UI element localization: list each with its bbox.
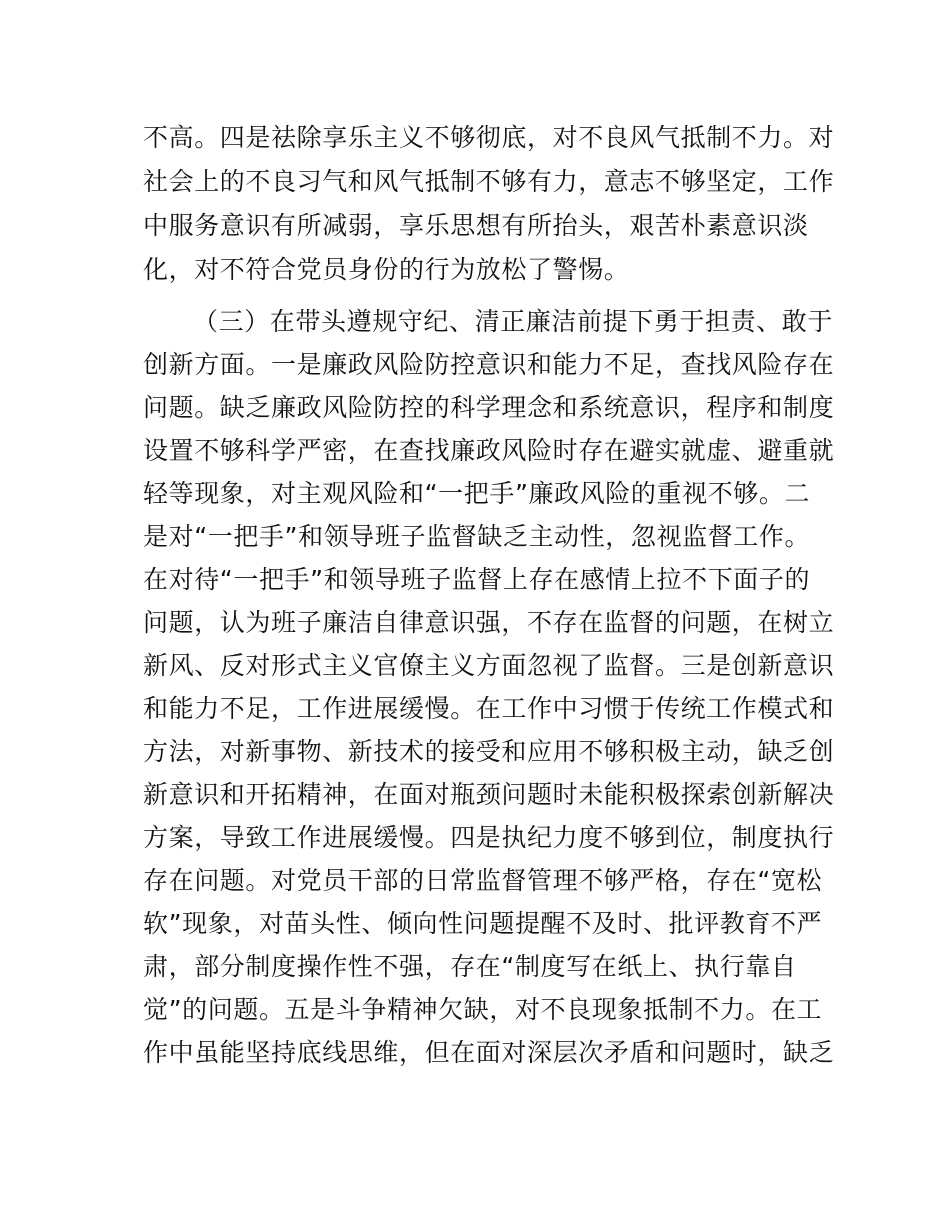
text-line: 软”现象，对苗头性、倾向性问题提醒不及时、批评教育不严	[143, 909, 823, 938]
text-line: 设置不够科学严密，在查找廉政风险时存在避实就虚、避重就	[143, 436, 835, 465]
text-line: 觉”的问题。五是斗争精神欠缺，对不良现象抵制不力。在工	[143, 995, 823, 1024]
text-line: 方法，对新事物、新技术的接受和应用不够积极主动，缺乏创	[143, 737, 835, 766]
text-line: 方案，导致工作进展缓慢。四是执纪力度不够到位，制度执行	[143, 823, 835, 852]
text-line: 存在问题。对党员干部的日常监督管理不够严格，存在“宽松	[143, 866, 823, 895]
text-line: 化，对不符合党员身份的行为放松了警惕。	[143, 255, 630, 284]
text-line: 问题，认为班子廉洁自律意识强，不存在监督的问题，在树立	[143, 608, 835, 637]
text-line: 肃，部分制度操作性不强，存在“制度写在纸上、执行靠自	[143, 952, 797, 981]
text-line: 是对“一把手”和领导班子监督缺乏主动性，忽视监督工作。	[143, 522, 811, 551]
text-line: 社会上的不良习气和风气抵制不够有力，意志不够坚定，工作	[143, 167, 835, 196]
text-line: 问题。缺乏廉政风险防控的科学理念和系统意识，程序和制度	[143, 393, 835, 422]
text-line: 中服务意识有所减弱，享乐思想有所抬头，艰苦朴素意识淡	[143, 211, 809, 240]
text-line: 轻等现象，对主观风险和“一把手”廉政风险的重视不够。二	[143, 479, 811, 508]
text-line: 创新方面。一是廉政风险防控意识和能力不足，查找风险存在	[143, 350, 835, 379]
text-line: 在对待“一把手”和领导班子监督上存在感情上拉不下面子的	[143, 565, 811, 594]
text-line: 作中虽能坚持底线思维，但在面对深层次矛盾和问题时，缺乏	[143, 1038, 835, 1067]
text-line: 新意识和开拓精神，在面对瓶颈问题时未能积极探索创新解决	[143, 780, 835, 809]
text-line: 新风、反对形式主义官僚主义方面忽视了监督。三是创新意识	[143, 651, 835, 680]
section-heading-line: （三）在带头遵规守纪、清正廉洁前提下勇于担责、敢于	[193, 307, 834, 336]
text-line: 不高。四是祛除享乐主义不够彻底，对不良风气抵制不力。对	[143, 123, 835, 152]
text-line: 和能力不足，工作进展缓慢。在工作中习惯于传统工作模式和	[143, 694, 835, 723]
